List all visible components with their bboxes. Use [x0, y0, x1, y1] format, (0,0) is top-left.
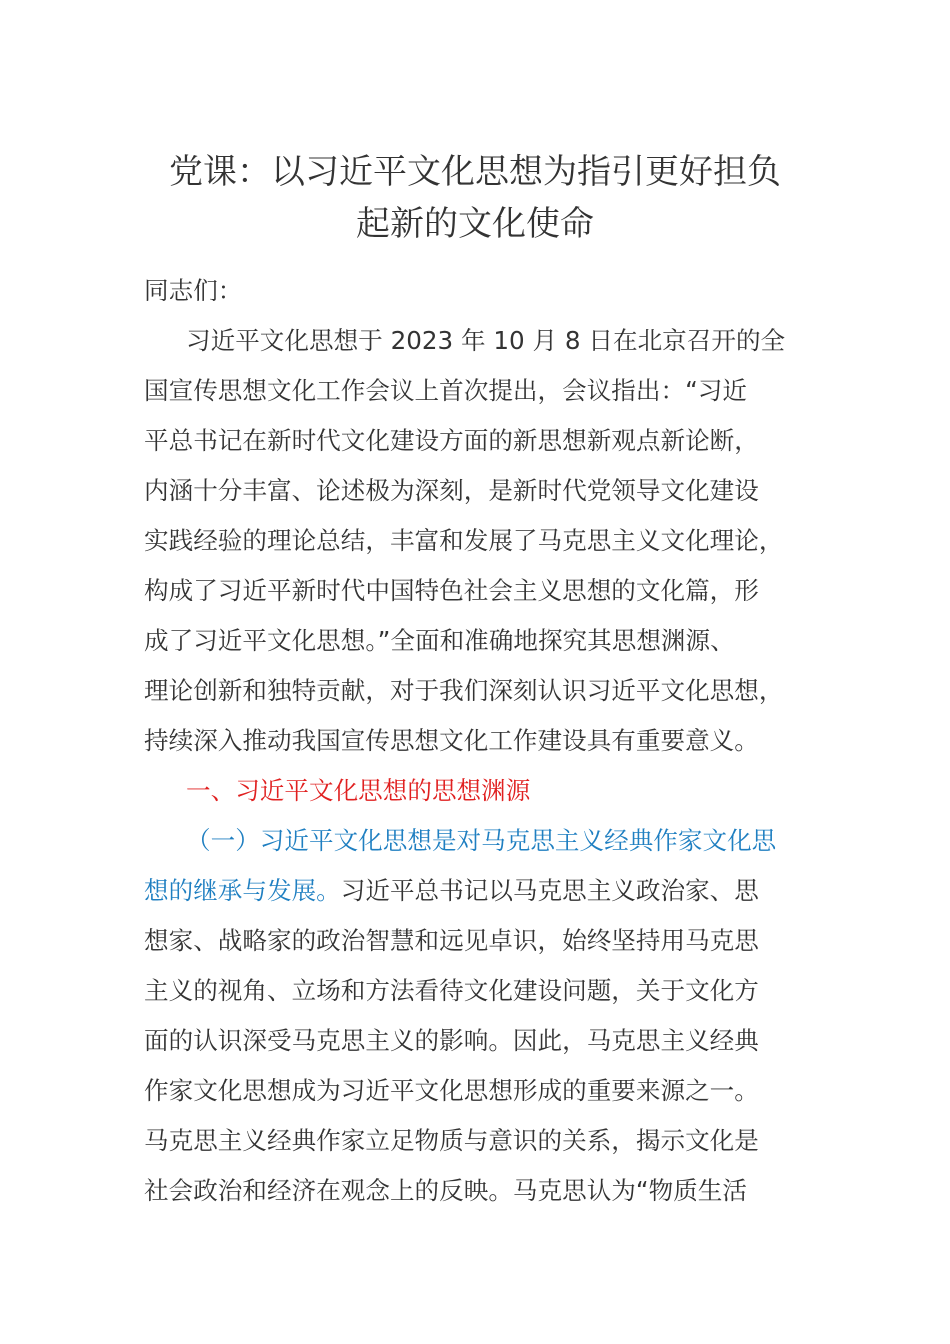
subsection-heading-end: 想的继承与发展。 [144, 876, 341, 905]
paragraph-line: 内涵十分丰富、论述极为深刻，是新时代党领导文化建设 [144, 476, 759, 505]
paragraph-line: 社会政治和经济在观念上的反映。马克思认为“物质生活 [144, 1176, 747, 1205]
paragraph-line [144, 866, 809, 916]
salutation: 同志们： [144, 276, 243, 305]
paragraph-line: 构成了习近平新时代中国特色社会主义思想的文化篇，形 [144, 576, 759, 605]
paragraph-line: 面的认识深受马克思主义的影响。因此，马克思主义经典 [144, 1026, 759, 1055]
document-title [130, 146, 820, 250]
paragraph-line: 国宣传思想文化工作会议上首次提出，会议指出：“习近 [144, 376, 747, 405]
paragraph-line: 作家文化思想成为习近平文化思想形成的重要来源之一。 [144, 1076, 759, 1105]
paragraph-line: 想家、战略家的政治智慧和远见卓识，始终坚持用马克思 [144, 926, 759, 955]
paragraph-line: 习近平文化思想于 2023 年 10 月 8 日在北京召开的全 [186, 326, 786, 355]
paragraph-line: 成了习近平文化思想。”全面和准确地探究其思想渊源、 [144, 626, 735, 655]
title-line-2: 起新的文化使命 [356, 204, 594, 244]
paragraph-line: 持续深入推动我国宣传思想文化工作建设具有重要意义。 [144, 726, 759, 755]
paragraph-line: 主义的视角、立场和方法看待文化建设问题，关于文化方 [144, 976, 759, 1005]
section-heading: 一、习近平文化思想的思想渊源 [186, 776, 531, 805]
document-body [144, 266, 809, 1216]
paragraph-line: 实践经验的理论总结，丰富和发展了马克思主义文化理论， [144, 526, 784, 555]
title-line-1: 党课：以习近平文化思想为指引更好担负 [169, 152, 781, 192]
paragraph-line: 平总书记在新时代文化建设方面的新思想新观点新论断， [144, 426, 759, 455]
paragraph-line: 理论创新和独特贡献，对于我们深刻认识习近平文化思想， [144, 676, 784, 705]
paragraph-text: 习近平总书记以马克思主义政治家、思 [340, 876, 759, 905]
subsection-heading: （一）习近平文化思想是对马克思主义经典作家文化思 [186, 826, 777, 855]
paragraph-line: 马克思主义经典作家立足物质与意识的关系，揭示文化是 [144, 1126, 759, 1155]
